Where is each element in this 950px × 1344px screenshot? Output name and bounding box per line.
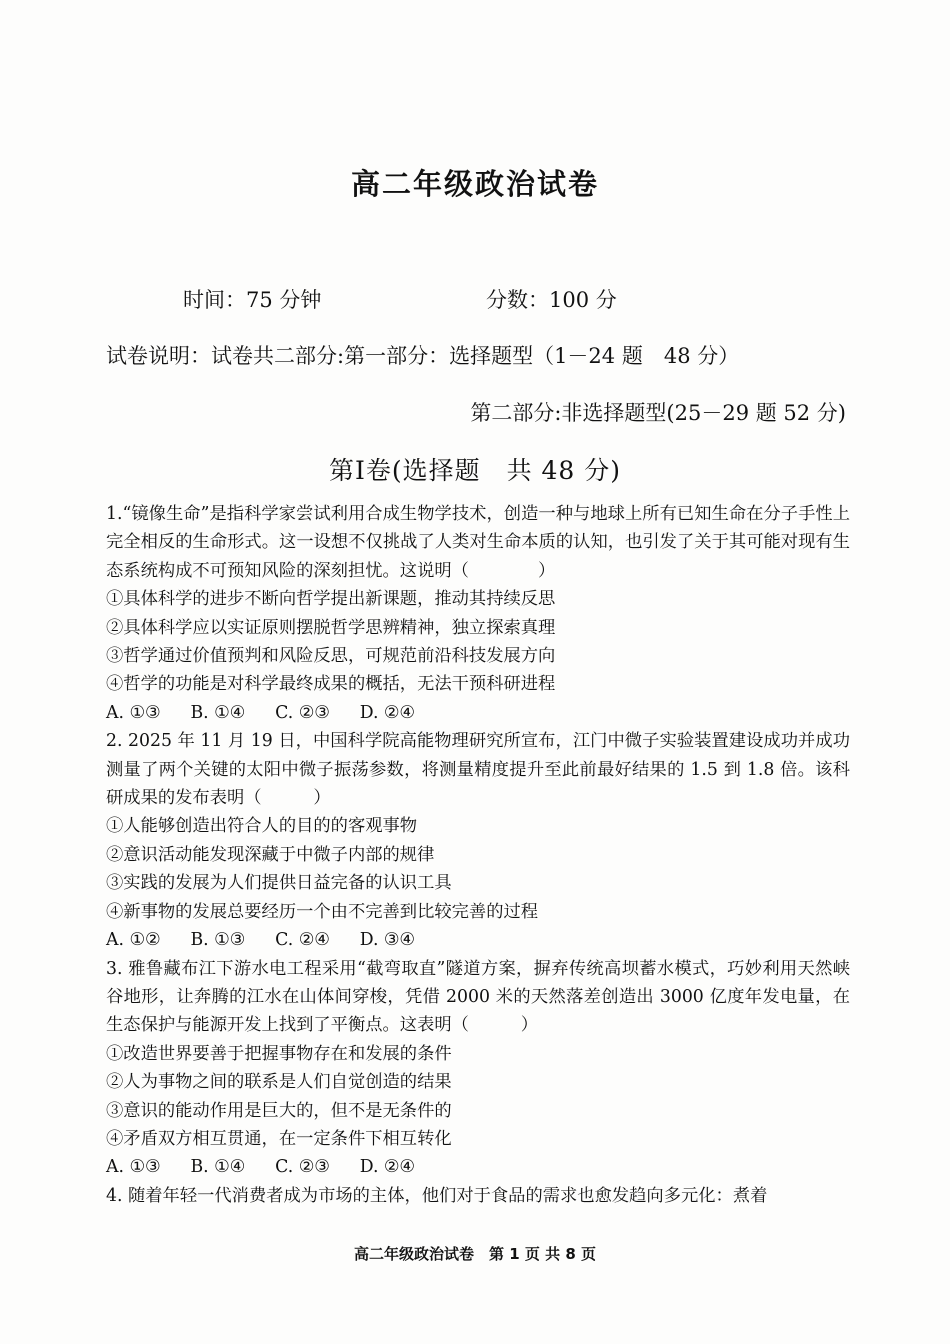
exam-score: 分数：100 分 (486, 288, 617, 312)
question-option: ②具体科学应以实证原则摆脱哲学思辨精神，独立探索真理 (106, 617, 556, 638)
page-title: 高二年级政治试卷 (350, 167, 599, 201)
answer-choice: D. ②④ (359, 1157, 415, 1178)
question-option: ②人为事物之间的联系是人们自觉创造的结果 (106, 1072, 452, 1093)
answer-choice: D. ③④ (359, 930, 415, 951)
answer-choice: C. ②③ (275, 1157, 330, 1178)
answer-choice: B. ①④ (190, 702, 246, 723)
answer-choice: C. ②④ (275, 930, 330, 951)
question-list (106, 500, 850, 1210)
question-option: ③意识的能动作用是巨大的，但不是无条件的 (106, 1100, 452, 1121)
question-option: ①具体科学的进步不断向哲学提出新课题，推动其持续反思 (106, 589, 556, 610)
exam-description-part1: 试卷说明：试卷共二部分:第一部分：选择题型（1－24 题 48 分） (106, 344, 740, 368)
question-stem: 3. 雅鲁藏布江下游水电工程采用“截弯取直”隧道方案，摒弃传统高坝蓄水模式，巧妙利用天然峡谷地形，让奔腾的江水在山体间穿梭，凭借 2000 米的天然落差创造出 3000 亿度年发电量，在生态保护与能源开发上找到了平衡点。这表明（ ） (106, 958, 850, 1036)
question-option: ③实践的发展为人们提供日益完备的认识工具 (106, 873, 452, 894)
section-title: 第Ⅰ卷(选择题 共 48 分) (328, 456, 622, 485)
page-footer: 高二年级政治试卷 第 1 页 共 8 页 (354, 1245, 596, 1263)
answer-choices (106, 926, 850, 954)
answer-choice: B. ①③ (190, 930, 246, 951)
answer-choice: D. ②④ (359, 702, 415, 723)
answer-choices (106, 699, 850, 727)
answer-choice: B. ①④ (190, 1157, 246, 1178)
answer-choice: A. ①③ (106, 702, 161, 723)
question-stem: 4. 随着年轻一代消费者成为市场的主体，他们对于食品的需求也愈发趋向多元化：煮着 (106, 1185, 768, 1206)
exam-description-part2: 第二部分:非选择题型(25－29 题 52 分) (470, 401, 846, 425)
question-option: ④矛盾双方相互贯通，在一定条件下相互转化 (106, 1128, 452, 1149)
answer-choice: A. ①② (106, 930, 161, 951)
exam-time: 时间：75 分钟 (183, 288, 322, 312)
answer-choice: A. ①③ (106, 1157, 161, 1178)
question-option: ③哲学通过价值预判和风险反思，可规范前沿科技发展方向 (106, 646, 556, 667)
answer-choices (106, 1153, 850, 1181)
question-option: ④哲学的功能是对科学最终成果的概括，无法干预科研进程 (106, 674, 556, 695)
question-option: ②意识活动能发现深藏于中微子内部的规律 (106, 844, 435, 865)
question-option: ①改造世界要善于把握事物存在和发展的条件 (106, 1043, 452, 1064)
question-stem: 1.“镜像生命”是指科学家尝试利用合成生物学技术，创造一种与地球上所有已知生命在分子手性上完全相反的生命形式。这一设想不仅挑战了人类对生命本质的认知，也引发了关于其可能对现有生态系统构成不可预知风险的深刻担忧。这说明（ ） (106, 504, 850, 581)
answer-choice: C. ②③ (275, 702, 330, 723)
question-option: ④新事物的发展总要经历一个由不完善到比较完善的过程 (106, 901, 539, 922)
question-stem: 2. 2025 年 11 月 19 日，中国科学院高能物理研究所宣布，江门中微子实验装置建设成功并成功测量了两个关键的太阳中微子振荡参数，将测量精度提升至此前最好结果的 1.5 到 1.8 倍。该科研成果的发布表明（ ） (106, 731, 850, 809)
question-option: ①人能够创造出符合人的目的的客观事物 (106, 816, 418, 837)
